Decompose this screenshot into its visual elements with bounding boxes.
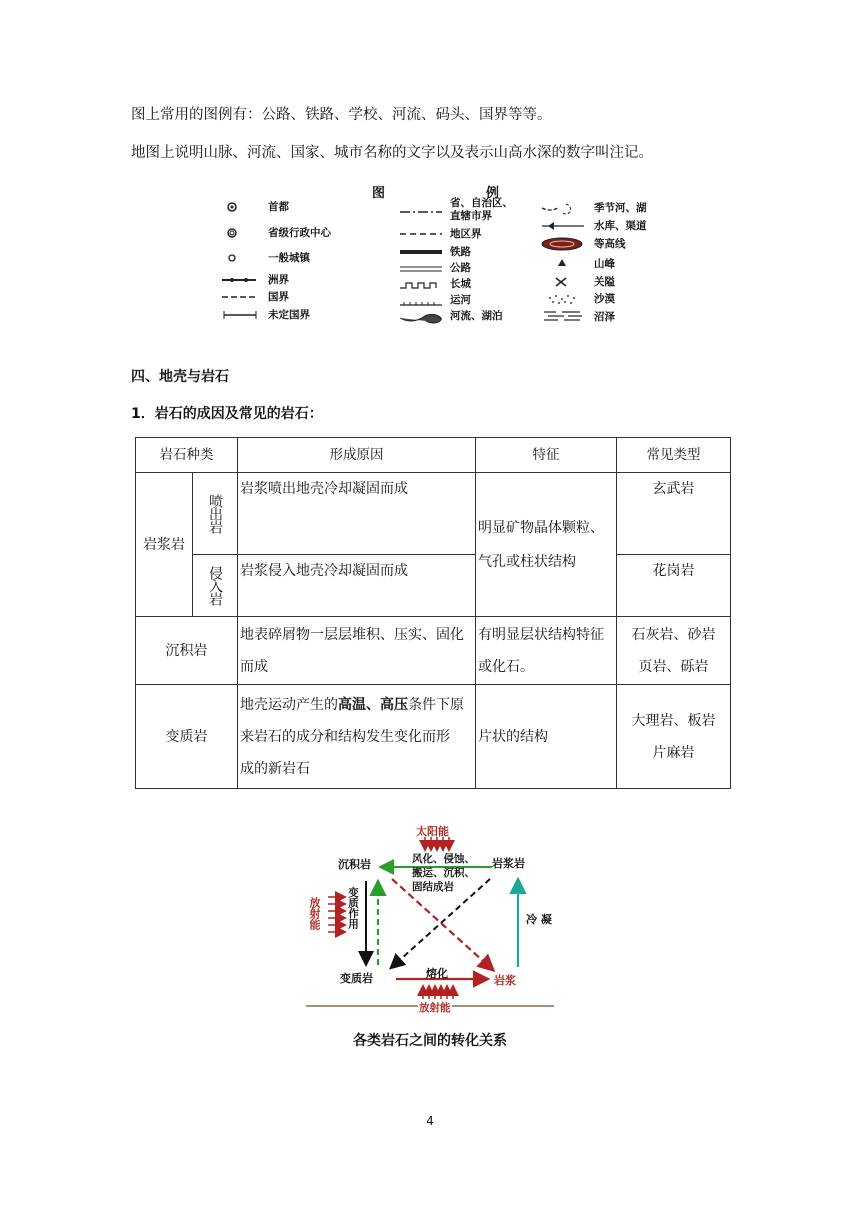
legend-swamp: 沼泽: [594, 311, 615, 323]
meta-cause-high-pressure: 高压: [380, 696, 408, 713]
legend-continent-border: 洲界: [268, 274, 289, 286]
legend-railway: 铁路: [450, 246, 471, 258]
legend-province-border-1: 省、自治区、: [450, 197, 513, 209]
meta-cause-text-end: 条件下原: [408, 696, 464, 713]
sedimentary-types-cell: [617, 617, 731, 685]
legend-national-border: 国界: [268, 291, 289, 303]
melting-label: 熔化: [426, 967, 448, 980]
legend-peak: 山峰: [594, 258, 615, 270]
legend-district-border: 地区界: [450, 228, 482, 240]
annotation-paragraph: 地图上说明山脉、河流、国家、城市名称的文字以及表示山高水深的数字叫注记。: [131, 145, 653, 161]
legend-great-wall: 长城: [450, 278, 471, 290]
meta-cause-line3: 成的新岩石: [240, 760, 310, 777]
table-row: [136, 685, 731, 789]
map-legend: [222, 182, 662, 326]
sed-feature-line1: 有明显层状结构特征: [478, 626, 604, 643]
intrusive-rock-cell: 侵入岩: [207, 566, 223, 605]
legend-reservoir: 水库、渠道: [594, 220, 647, 232]
weathering-label-3: 固结成岩: [412, 881, 454, 893]
meta-type-line2: 片麻岩: [652, 744, 695, 761]
extrusive-cause-cell: 岩浆喷出地壳冷却凝固而成: [238, 473, 476, 555]
meta-type-line1: 大理岩、板岩: [631, 712, 716, 729]
weathering-label-1: 风化、侵蚀、: [412, 853, 475, 865]
page-number: 4: [426, 1114, 434, 1128]
table-row: [136, 555, 731, 617]
weathering-label-2: 搬运、沉积、: [412, 867, 475, 879]
legend-town: 一般城镇: [268, 252, 310, 264]
sed-cause-line1: 地表碎屑物一层层堆积、压实、固化: [240, 626, 464, 643]
metamorphic-types-cell: [617, 685, 731, 789]
legend-canal: 运河: [450, 294, 471, 306]
diagram-caption: 各类岩石之间的转化关系: [353, 1033, 507, 1049]
rock-cycle-diagram: [300, 815, 560, 1015]
legend-undetermined-border: 未定国界: [268, 309, 310, 321]
table-row: [136, 473, 731, 555]
section-heading: 四、地壳与岩石: [131, 369, 229, 385]
legend-contour: 等高线: [594, 238, 626, 250]
legend-rivers-lakes: 河流、湖泊: [450, 310, 503, 322]
intrusive-type-cell: 花岗岩: [617, 555, 731, 617]
extrusive-type-cell: 玄武岩: [617, 473, 731, 555]
legend-pass: 关隘: [594, 276, 615, 288]
meta-cause-sep: 、: [366, 696, 380, 713]
solar-energy-label: 太阳能: [416, 825, 449, 838]
igneous-feature-line1: 明显矿物晶体颗粒、: [478, 519, 604, 536]
extrusive-rock-cell: 喷出岩: [207, 494, 223, 533]
intrusive-cause-cell: 岩浆侵入地壳冷却凝固而成: [238, 555, 476, 617]
metamorphic-node: 变质岩: [340, 972, 373, 985]
sedimentary-feature-cell: [476, 617, 617, 685]
legend-desert: 沙漠: [594, 293, 615, 305]
legend-title-right: 例: [486, 186, 500, 201]
legend-seasonal-river: 季节河、湖: [594, 202, 647, 214]
igneous-feature-line2: 气孔或柱状结构: [478, 553, 576, 570]
metamorphism-label: 变质作用: [347, 887, 359, 929]
sedimentary-node: 沉积岩: [338, 858, 371, 871]
metamorphic-cause-cell: [238, 685, 476, 789]
table-row: [136, 617, 731, 685]
rock-cycle-arrows: [300, 815, 560, 1015]
legend-intro-paragraph: 图上常用的图例有：公路、铁路、学校、河流、码头、国界等等。: [131, 107, 552, 123]
sedimentary-cause-cell: [238, 617, 476, 685]
table-header-row: [136, 438, 731, 473]
radiation-bottom-label: 放射能: [419, 1002, 451, 1014]
meta-cause-line2: 来岩石的成分和结构发生变化而形: [240, 728, 450, 745]
legend-province-border-2: 直辖市界: [450, 210, 492, 222]
cooling-label: 冷 凝: [526, 913, 552, 926]
header-rock-type: 岩石种类: [136, 438, 238, 473]
sed-type-line2: 页岩、砾岩: [638, 658, 709, 675]
legend-title-left: 图: [372, 186, 386, 201]
legend-col1-symbols: [222, 200, 262, 325]
legend-highway: 公路: [450, 262, 471, 274]
header-feature: 特征: [476, 438, 617, 473]
igneous-feature-cell: [476, 473, 617, 617]
legend-capital: 首都: [268, 201, 289, 213]
subsection-heading: 1．岩石的成因及常见的岩石：: [131, 406, 323, 422]
magma-node: 岩浆: [494, 974, 516, 987]
sed-cause-line2: 而成: [240, 658, 268, 675]
metamorphic-rock-cell: 变质岩: [136, 685, 238, 789]
sedimentary-rock-cell: 沉积岩: [136, 617, 238, 685]
radiation-left-label: 放射能: [308, 897, 321, 930]
legend-provincial-center: 省级行政中心: [268, 227, 331, 239]
sed-type-line1: 石灰岩、砂岩: [631, 626, 716, 643]
legend-col2-symbols: [398, 200, 446, 325]
sed-feature-line2: 或化石。: [478, 658, 534, 675]
meta-cause-text: 地壳运动产生的: [240, 696, 338, 713]
rock-table: [135, 437, 731, 789]
legend-col3-symbols: [540, 200, 590, 325]
igneous-node: 岩浆岩: [492, 857, 525, 870]
meta-cause-high-temp: 高温: [338, 696, 366, 713]
metamorphic-feature-cell: 片状的结构: [476, 685, 617, 789]
header-cause: 形成原因: [238, 438, 476, 473]
header-common-types: 常见类型: [617, 438, 731, 473]
igneous-rock-cell: 岩浆岩: [136, 473, 193, 617]
